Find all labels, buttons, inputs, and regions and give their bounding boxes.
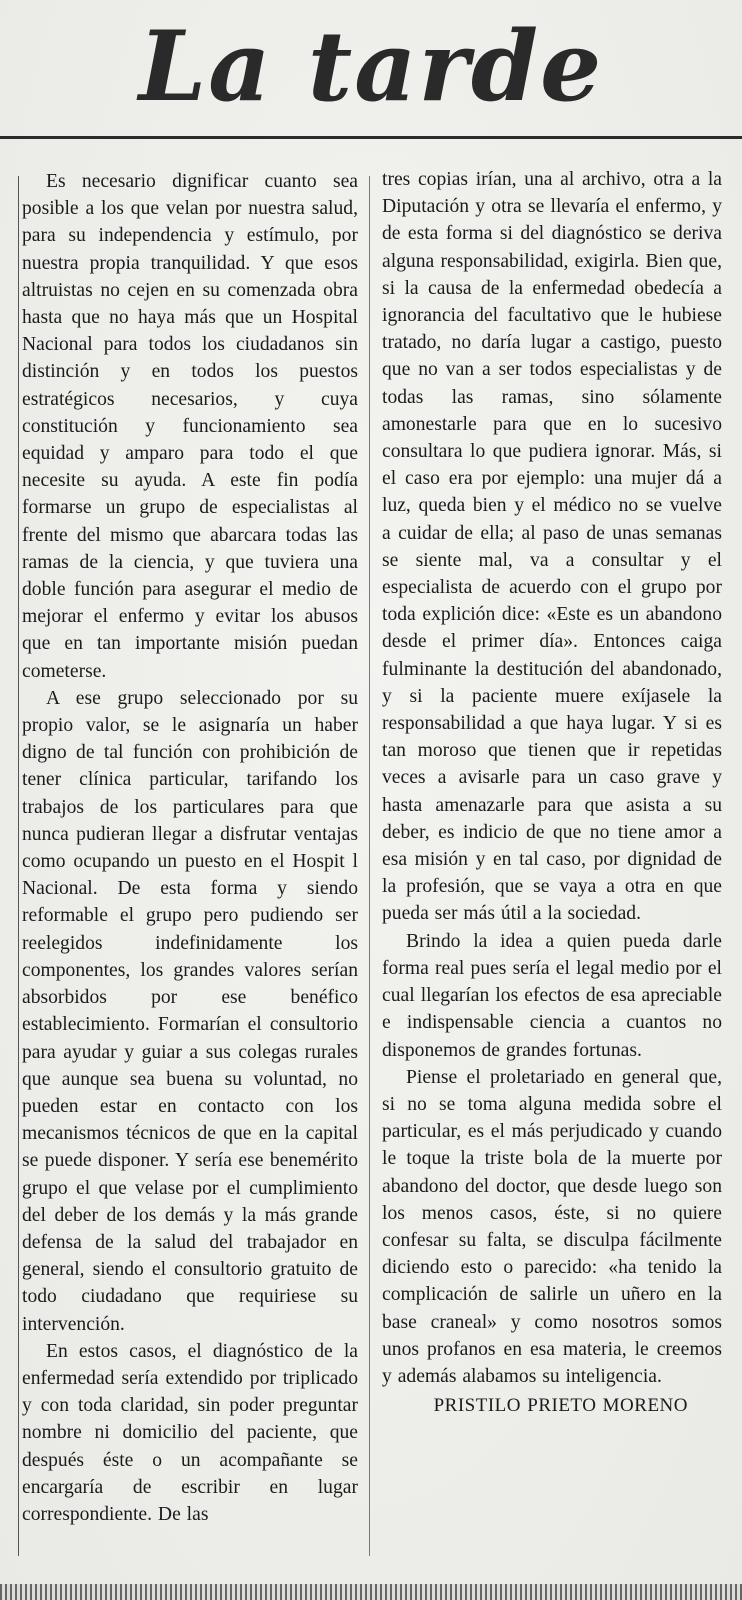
bottom-border-strip bbox=[0, 1584, 742, 1600]
masthead-title: La tarde bbox=[138, 10, 604, 123]
masthead-rule bbox=[0, 136, 742, 139]
paragraph-3-continued: tres copias irían, una al archivo, otra a la Diputación y otra se llevaría el enfermo, y de esta forma si del diagnóstico se deriva alguna responsabilidad, exigirla. Bien que, si la causa de la enfermedad obedecía a ignorancia del facultativo que le hubiese tratado, no daría lugar a castigo, puesto que no van a ser todos especialistas y de todas las ramas, sino sólamente amonestarle para que en lo sucesivo consultara lo que pudiera ignorar. Más, si el caso era por ejemplo: una mujer dá a luz, queda bien y el médico no se vuelve a cuidar de ella; al paso de unas semanas se siente mal, va a consultar y el especialista de acuerdo con el grupo por toda explición dice: «Este es un abandono desde el primer día». Entonces caiga fulminante la destitución del abandonado, y si la paciente muere exíjasele la responsabilidad a que haya lugar. Y si es tan moroso que tienen que ir repetidas veces a avisarle para un caso grave y hasta amenazarle para que asista a su deber, es indicio de que no tiene amor a esa misión y en tal caso, por dignidad de la profesión, que se vaya a otra en que pueda ser más útil a la sociedad. bbox=[382, 169, 722, 925]
article-column-right bbox=[382, 166, 722, 1419]
paragraph-4: Brindo la idea a quien pueda darle forma real pues sería el legal medio por el cual llegarían los efectos de esa apreciable e indispensable ciencia a cuantos no disponemos de grandes fortunas. bbox=[382, 930, 722, 1061]
left-margin-rule bbox=[18, 176, 19, 1556]
column-divider bbox=[369, 176, 370, 1556]
author-signature: PRISTILO PRIETO MORENO bbox=[433, 1395, 688, 1417]
paragraph-2: A ese grupo seleccionado por su propio valor, se le asignaría un haber digno de tal función con prohibición de tener clínica particular, tarifando los trabajos de los particulares para que nunca pudieran llegar a disfrutar ventajas como ocupando un puesto en el Hospit l Nacional. De esta forma y siendo reformable el grupo pero pudiendo ser reelegidos indefinidamente los componentes, los grandes valores serían absorbidos por ese benéfico establecimiento. Formarían el consultorio para ayudar y guiar a sus colegas rurales que aunque sea buena su voluntad, no pueden estar en contacto con los mecanismos técnicos de que en la capital se puede disponer. Y sería ese benemérito grupo el que velase por el cumplimiento del deber de los demás y la más grande defensa de la salud del trabajador en general, siendo el consultorio gratuito de todo ciudadano que requiriese su intervención. bbox=[22, 687, 358, 1335]
article-column-left bbox=[22, 168, 358, 1528]
paragraph-1: Es necesario dignificar cuanto sea posible a los que velan por nuestra salud, para su independencia y estímulo, por nuestra propia tranquilidad. Y que esos altruistas no cejen en su comenzada obra hasta que no haya más que un Hospital Nacional para todos los ciudadanos sin distinción y en todos los puestos estratégicos necesarios, y cuya constitución y funcionamiento sea equidad y amparo para todo el que necesite su ayuda. A este fin podía formarse un grupo de especialistas al frente del mismo que abarcara todas las ramas de la ciencia, y que tuviera una doble función para asegurar el medio de mejorar el enfermo y evitar los abusos que en tan importante misión puedan cometerse. bbox=[22, 171, 358, 682]
paragraph-3: En estos casos, el diagnóstico de la enfermedad sería extendido por triplicado y con toda claridad, sin poder preguntar nombre ni domicilio del paciente, que después éste o un acompañante se encargaría de escribir en lugar correspondiente. De las bbox=[22, 1340, 358, 1525]
paragraph-5: Piense el proletariado en general que, si no se toma alguna medida sobre el particular, es el más perjudicado y cuando le toque la triste bola de la muerte por abandono del doctor, que desde luego son los menos casos, éste, si no quiere confesar su falta, se disculpa fácilmente diciendo esto o parecido: «ha tenido la complicación de salirle un uñero en la base craneal» y como nosotros somos unos profanos en esa materia, le creemos y además alabamos su inteligencia. bbox=[382, 1066, 722, 1387]
masthead bbox=[0, 0, 742, 136]
